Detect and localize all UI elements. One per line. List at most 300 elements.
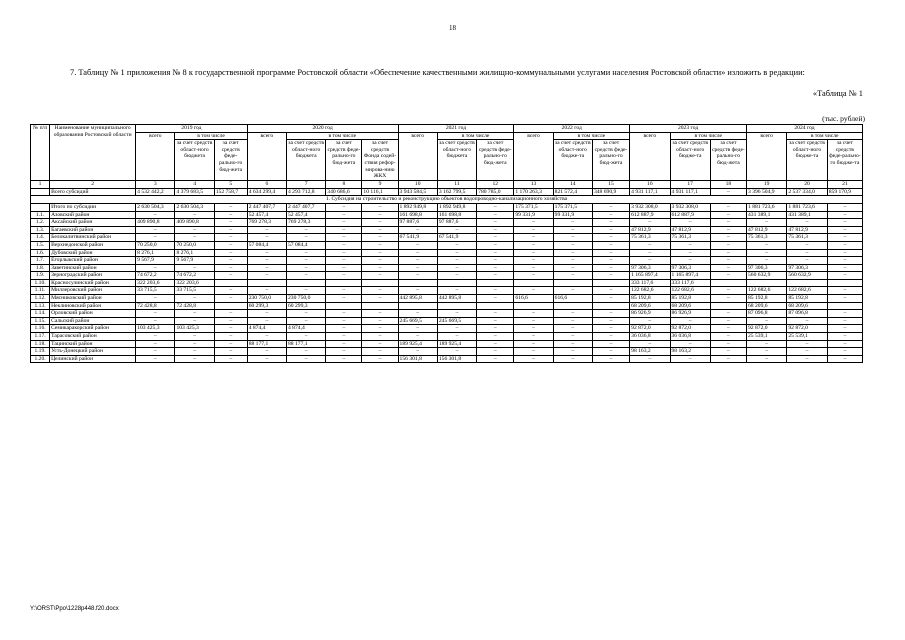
value-cell: – <box>214 272 247 280</box>
value-cell: – <box>437 226 476 234</box>
value-cell: – <box>592 295 629 303</box>
value-cell: – <box>362 264 398 272</box>
value-cell: 4 293 712,8 <box>286 188 325 196</box>
value-cell: 99 331,9 <box>553 211 592 219</box>
value-cell: 122 682,6 <box>787 287 827 295</box>
value-cell: – <box>286 287 325 295</box>
value-cell: – <box>592 333 629 341</box>
value-cell: – <box>362 325 398 333</box>
table-row <box>31 264 863 272</box>
value-cell: 98 163,2 <box>630 348 670 356</box>
value-cell: – <box>214 348 247 356</box>
value-cell: 4 874,4 <box>286 325 325 333</box>
value-cell: – <box>286 234 325 242</box>
value-cell: – <box>827 219 862 227</box>
value-cell: 67 541,9 <box>398 234 437 242</box>
value-cell: – <box>326 295 362 303</box>
value-cell: 122 682,6 <box>747 287 787 295</box>
value-cell: 1 881 723,6 <box>747 203 787 211</box>
value-cell: – <box>710 249 746 257</box>
value-cell: – <box>710 295 746 303</box>
value-cell: 322 203,6 <box>136 279 175 287</box>
value-cell: 8 276,1 <box>175 249 214 257</box>
value-cell: – <box>326 234 362 242</box>
row-name-cell: Азовский район <box>50 211 136 219</box>
value-cell: – <box>214 211 247 219</box>
value-cell: – <box>592 226 629 234</box>
value-cell: 33 715,5 <box>175 287 214 295</box>
value-cell: – <box>398 272 437 280</box>
value-cell: 442 895,8 <box>437 295 476 303</box>
data-rows <box>31 203 863 362</box>
value-cell: – <box>553 348 592 356</box>
header-total: всего <box>514 132 553 180</box>
value-cell: – <box>592 211 629 219</box>
value-cell: – <box>827 295 862 303</box>
value-cell: – <box>553 249 592 257</box>
header-fed: за счет средств феде-рально-го бюд-жета <box>326 140 362 181</box>
value-cell: – <box>136 355 175 363</box>
value-cell: – <box>553 241 592 249</box>
row-number-cell: 1.14. <box>31 310 50 318</box>
value-cell: 16 <box>630 180 670 188</box>
value-cell: – <box>326 211 362 219</box>
row-name-cell: Белокалитвинский район <box>50 234 136 242</box>
value-cell: 4 931 117,1 <box>670 188 710 196</box>
value-cell: – <box>362 257 398 265</box>
value-cell: – <box>514 257 553 265</box>
value-cell: – <box>398 333 437 341</box>
value-cell: – <box>286 348 325 356</box>
value-cell: – <box>514 340 553 348</box>
value-cell: – <box>326 264 362 272</box>
value-cell: – <box>747 219 787 227</box>
value-cell: – <box>514 355 553 363</box>
value-cell: – <box>747 257 787 265</box>
value-cell: – <box>747 241 787 249</box>
value-cell: – <box>670 241 710 249</box>
value-cell: 1 892 949,8 <box>437 203 476 211</box>
value-cell: – <box>326 325 362 333</box>
value-cell: 4 <box>175 180 214 188</box>
value-cell: – <box>827 355 862 363</box>
value-cell: 230 750,0 <box>286 295 325 303</box>
value-cell: – <box>553 355 592 363</box>
value-cell: – <box>477 211 514 219</box>
value-cell: – <box>326 241 362 249</box>
value-cell: – <box>286 226 325 234</box>
value-cell: – <box>477 219 514 227</box>
value-cell: 9 <box>362 180 398 188</box>
value-cell: – <box>247 272 286 280</box>
value-cell: – <box>326 317 362 325</box>
value-cell: – <box>214 333 247 341</box>
value-cell: 10 <box>398 180 437 188</box>
value-cell: 4 931 117,1 <box>630 188 670 196</box>
value-cell <box>326 302 362 310</box>
value-cell: 8 276,1 <box>136 249 175 257</box>
value-cell: – <box>710 310 746 318</box>
value-cell: – <box>827 287 862 295</box>
value-cell: 431 389,1 <box>747 211 787 219</box>
value-cell: – <box>477 310 514 318</box>
value-cell: 245 669,5 <box>437 317 476 325</box>
value-cell: 74 672,2 <box>175 272 214 280</box>
value-cell: – <box>592 287 629 295</box>
value-cell: – <box>136 234 175 242</box>
value-cell: – <box>326 340 362 348</box>
row-name-cell: Верхнедонской район <box>50 241 136 249</box>
value-cell: 47 812,9 <box>787 226 827 234</box>
value-cell: – <box>362 295 398 303</box>
value-cell: – <box>398 310 437 318</box>
value-cell: – <box>592 257 629 265</box>
value-cell: – <box>710 333 746 341</box>
value-cell: – <box>247 257 286 265</box>
value-cell: – <box>710 241 746 249</box>
value-cell: – <box>477 234 514 242</box>
row-number-cell: 1.19. <box>31 348 50 356</box>
value-cell: 2 630 504,3 <box>136 203 175 211</box>
table-row <box>31 295 863 303</box>
value-cell <box>514 279 553 287</box>
value-cell: – <box>398 348 437 356</box>
value-cell: – <box>286 272 325 280</box>
value-cell: 322 203,6 <box>175 279 214 287</box>
value-cell: – <box>362 203 398 211</box>
value-cell <box>362 279 398 287</box>
value-cell: – <box>286 310 325 318</box>
header-year-2021: 2021 год <box>398 125 514 133</box>
value-cell: 70 250,0 <box>175 241 214 249</box>
value-cell: 85 192,8 <box>787 295 827 303</box>
value-cell: – <box>710 211 746 219</box>
value-cell <box>286 279 325 287</box>
header-year-2020: 2020 год <box>247 125 398 133</box>
value-cell: – <box>175 340 214 348</box>
value-cell: – <box>214 317 247 325</box>
value-cell: 769 278,3 <box>247 219 286 227</box>
header-obl: за счет средств област-ного бюдже-та <box>553 140 592 181</box>
value-cell: 68 209,6 <box>670 302 710 310</box>
value-cell: 20 <box>787 180 827 188</box>
row-number-cell: 1.6. <box>31 249 50 257</box>
unit-label: (тыс. рублей) <box>822 114 865 123</box>
table-row <box>31 272 863 280</box>
row-number-cell: 1.4. <box>31 234 50 242</box>
value-cell: – <box>214 241 247 249</box>
value-cell: 859 170,9 <box>827 188 862 196</box>
value-cell: 780 785,0 <box>477 188 514 196</box>
value-cell: – <box>553 310 592 318</box>
value-cell: – <box>286 264 325 272</box>
value-cell: – <box>136 340 175 348</box>
value-cell <box>437 302 476 310</box>
value-cell: 19 <box>747 180 787 188</box>
value-cell: – <box>175 295 214 303</box>
value-cell: – <box>592 340 629 348</box>
value-cell: 560 632,9 <box>787 272 827 280</box>
total-row <box>31 188 863 196</box>
value-cell <box>214 279 247 287</box>
value-cell: – <box>362 355 398 363</box>
value-cell: – <box>326 355 362 363</box>
header-obl: за счет средств област-ного бюджета <box>175 140 214 181</box>
value-cell: – <box>747 317 787 325</box>
value-cell: – <box>286 317 325 325</box>
value-cell: – <box>553 287 592 295</box>
value-cell: – <box>326 348 362 356</box>
value-cell: 87 096,8 <box>747 310 787 318</box>
value-cell: 3 162 799,5 <box>437 188 476 196</box>
value-cell: – <box>326 333 362 341</box>
value-cell: – <box>670 355 710 363</box>
value-cell: – <box>477 355 514 363</box>
value-cell: – <box>175 234 214 242</box>
value-cell: 97 306,3 <box>630 264 670 272</box>
value-cell: – <box>670 340 710 348</box>
row-name-cell: Багаевский район <box>50 226 136 234</box>
value-cell: – <box>553 272 592 280</box>
row-number-cell: 1.5. <box>31 241 50 249</box>
header-fed: за счет средств феде-рально-го бюд-жета <box>592 140 629 181</box>
value-cell: 17 <box>670 180 710 188</box>
value-cell: – <box>592 325 629 333</box>
value-cell <box>827 279 862 287</box>
value-cell: 333 117,6 <box>630 279 670 287</box>
row-number-cell: 1 <box>31 180 50 188</box>
value-cell: – <box>592 241 629 249</box>
header-incl: в том числе <box>787 132 863 140</box>
value-cell <box>592 279 629 287</box>
table-row <box>31 325 863 333</box>
value-cell: – <box>247 264 286 272</box>
value-cell: – <box>592 317 629 325</box>
header-np: № п/п <box>31 125 50 181</box>
value-cell: – <box>514 272 553 280</box>
value-cell: – <box>477 325 514 333</box>
value-cell: – <box>247 226 286 234</box>
value-cell: – <box>592 249 629 257</box>
row-name-cell: Усть-Донецкий район <box>50 348 136 356</box>
row-name-cell: Дубовский район <box>50 249 136 257</box>
value-cell: 70 250,0 <box>136 241 175 249</box>
page-number: 18 <box>449 24 456 32</box>
value-cell: – <box>362 310 398 318</box>
header-year-2019: 2019 год <box>136 125 248 133</box>
value-cell: 75 361,3 <box>747 234 787 242</box>
value-cell <box>326 279 362 287</box>
value-cell: – <box>477 203 514 211</box>
section-title: 1. Субсидия на строительство и реконструкцию объектов водопроводно-канализационного хозяйства <box>31 196 863 204</box>
value-cell: 85 192,8 <box>670 295 710 303</box>
value-cell: – <box>247 317 286 325</box>
value-cell: – <box>477 287 514 295</box>
header-obl: за счет средств област-ного бюджета <box>286 140 325 181</box>
value-cell: – <box>477 295 514 303</box>
row-number-cell: 1.20. <box>31 355 50 363</box>
value-cell: 409 890,8 <box>175 219 214 227</box>
table-row <box>31 241 863 249</box>
value-cell: 156 301,8 <box>398 355 437 363</box>
value-cell: – <box>553 257 592 265</box>
value-cell: – <box>553 234 592 242</box>
value-cell: 2 447 407,7 <box>286 203 325 211</box>
table-row <box>31 317 863 325</box>
file-path-footer: Y:\ORST\Ppo\1228p448.f20.docx <box>30 606 119 612</box>
value-cell: – <box>553 219 592 227</box>
header-fond: за счет средств Фонда содей-ствия рефор-мирова-нию ЖКХ <box>363 140 397 180</box>
value-cell: 152 758,7 <box>214 188 247 196</box>
value-cell: – <box>514 333 553 341</box>
value-cell: – <box>710 355 746 363</box>
value-cell: – <box>437 287 476 295</box>
row-number-cell: 1.15. <box>31 317 50 325</box>
value-cell: – <box>477 257 514 265</box>
row-name-cell: Зерноградский район <box>50 272 136 280</box>
value-cell: – <box>630 219 670 227</box>
value-cell: – <box>827 234 862 242</box>
value-cell <box>398 302 437 310</box>
value-cell: – <box>326 203 362 211</box>
value-cell: – <box>827 257 862 265</box>
value-cell: – <box>710 317 746 325</box>
value-cell: 75 361,3 <box>630 234 670 242</box>
value-cell: – <box>398 257 437 265</box>
value-cell: – <box>437 264 476 272</box>
row-name-cell: Орловский район <box>50 310 136 318</box>
value-cell: 2 447 407,7 <box>247 203 286 211</box>
value-cell: – <box>477 348 514 356</box>
value-cell: 3 932 308,0 <box>670 203 710 211</box>
header-fed: за счет средств феде-рально-го бюд-жета <box>477 140 514 181</box>
row-number-cell: 1.9. <box>31 272 50 280</box>
value-cell: – <box>247 234 286 242</box>
row-number-cell: 1.2. <box>31 219 50 227</box>
value-cell: 431 389,1 <box>787 211 827 219</box>
value-cell: 1 892 949,8 <box>398 203 437 211</box>
row-name-cell: Тацинский район <box>50 340 136 348</box>
value-cell: – <box>214 264 247 272</box>
value-cell: – <box>747 249 787 257</box>
value-cell: – <box>827 272 862 280</box>
value-cell: – <box>362 249 398 257</box>
value-cell: – <box>592 203 629 211</box>
table-row <box>31 355 863 363</box>
value-cell: 57 084,4 <box>286 241 325 249</box>
header-year-2024: 2024 год <box>747 125 863 133</box>
header-incl: в том числе <box>437 132 514 140</box>
value-cell: – <box>214 219 247 227</box>
header-fed: за счет средств феде-рально-го бюд-жета <box>214 140 247 181</box>
value-cell: 21 <box>827 180 862 188</box>
value-cell: 92 872,0 <box>630 325 670 333</box>
row-number-cell: 1.10. <box>31 279 50 287</box>
row-number-cell: 1.1. <box>31 211 50 219</box>
value-cell: – <box>514 348 553 356</box>
value-cell: – <box>214 287 247 295</box>
value-cell <box>247 279 286 287</box>
value-cell: – <box>398 264 437 272</box>
value-cell: – <box>326 272 362 280</box>
value-cell: – <box>514 325 553 333</box>
value-cell: – <box>247 249 286 257</box>
value-cell: – <box>136 333 175 341</box>
value-cell: 3 943 584,5 <box>398 188 437 196</box>
value-cell: – <box>398 241 437 249</box>
value-cell: – <box>398 226 437 234</box>
value-cell: 33 715,5 <box>136 287 175 295</box>
value-cell: 97 887,6 <box>437 219 476 227</box>
value-cell: 68 209,6 <box>747 302 787 310</box>
value-cell: 6 <box>247 180 286 188</box>
table-row <box>31 340 863 348</box>
value-cell: 85 192,8 <box>630 295 670 303</box>
value-cell: – <box>827 333 862 341</box>
value-cell: – <box>710 287 746 295</box>
value-cell: – <box>477 317 514 325</box>
value-cell: – <box>247 333 286 341</box>
value-cell: 2 537 334,0 <box>787 188 827 196</box>
value-cell <box>214 302 247 310</box>
value-cell: – <box>136 226 175 234</box>
value-cell: – <box>710 226 746 234</box>
value-cell: – <box>247 348 286 356</box>
header-total: всего <box>747 132 787 180</box>
value-cell: – <box>827 226 862 234</box>
value-cell: 72 428,8 <box>136 302 175 310</box>
value-cell: 86 926,9 <box>670 310 710 318</box>
row-name-cell: Итого по субсидии <box>50 203 136 211</box>
value-cell: – <box>827 264 862 272</box>
table-row <box>31 234 863 242</box>
row-number-cell: 1.8. <box>31 264 50 272</box>
row-name-cell: Мясниковский район <box>50 295 136 303</box>
value-cell: 67 541,9 <box>437 234 476 242</box>
value-cell <box>553 279 592 287</box>
value-cell: 189 925,4 <box>437 340 476 348</box>
value-cell: 161 698,8 <box>437 211 476 219</box>
value-cell: – <box>362 211 398 219</box>
value-cell: – <box>630 241 670 249</box>
header-fed: за счет средств феде-рально-го бюд-жета <box>710 140 746 181</box>
value-cell: 8 <box>326 180 362 188</box>
row-number-cell: 1.17. <box>31 333 50 341</box>
value-cell: – <box>362 348 398 356</box>
value-cell <box>514 302 553 310</box>
row-name-cell: Сальский район <box>50 317 136 325</box>
value-cell: 5 <box>214 180 247 188</box>
value-cell: 97 306,3 <box>747 264 787 272</box>
header-year-2023: 2023 год <box>630 125 747 133</box>
header-total: всего <box>247 132 286 180</box>
row-name-cell: Всего субсидий <box>50 188 136 196</box>
header-total: всего <box>136 132 175 180</box>
value-cell: – <box>247 310 286 318</box>
header-fed: за счет средств феде-рально-го бюдже-та <box>827 140 862 181</box>
header-obl: за счет средств област-ного бюджета <box>437 140 476 181</box>
value-cell: – <box>514 241 553 249</box>
value-cell: – <box>437 241 476 249</box>
value-cell: 333 117,6 <box>670 279 710 287</box>
value-cell <box>398 279 437 287</box>
value-cell: 1 165 897,4 <box>630 272 670 280</box>
value-cell: – <box>286 333 325 341</box>
value-cell: – <box>670 257 710 265</box>
value-cell: 99 331,9 <box>514 211 553 219</box>
value-cell: – <box>592 234 629 242</box>
value-cell: 52 457,4 <box>247 211 286 219</box>
